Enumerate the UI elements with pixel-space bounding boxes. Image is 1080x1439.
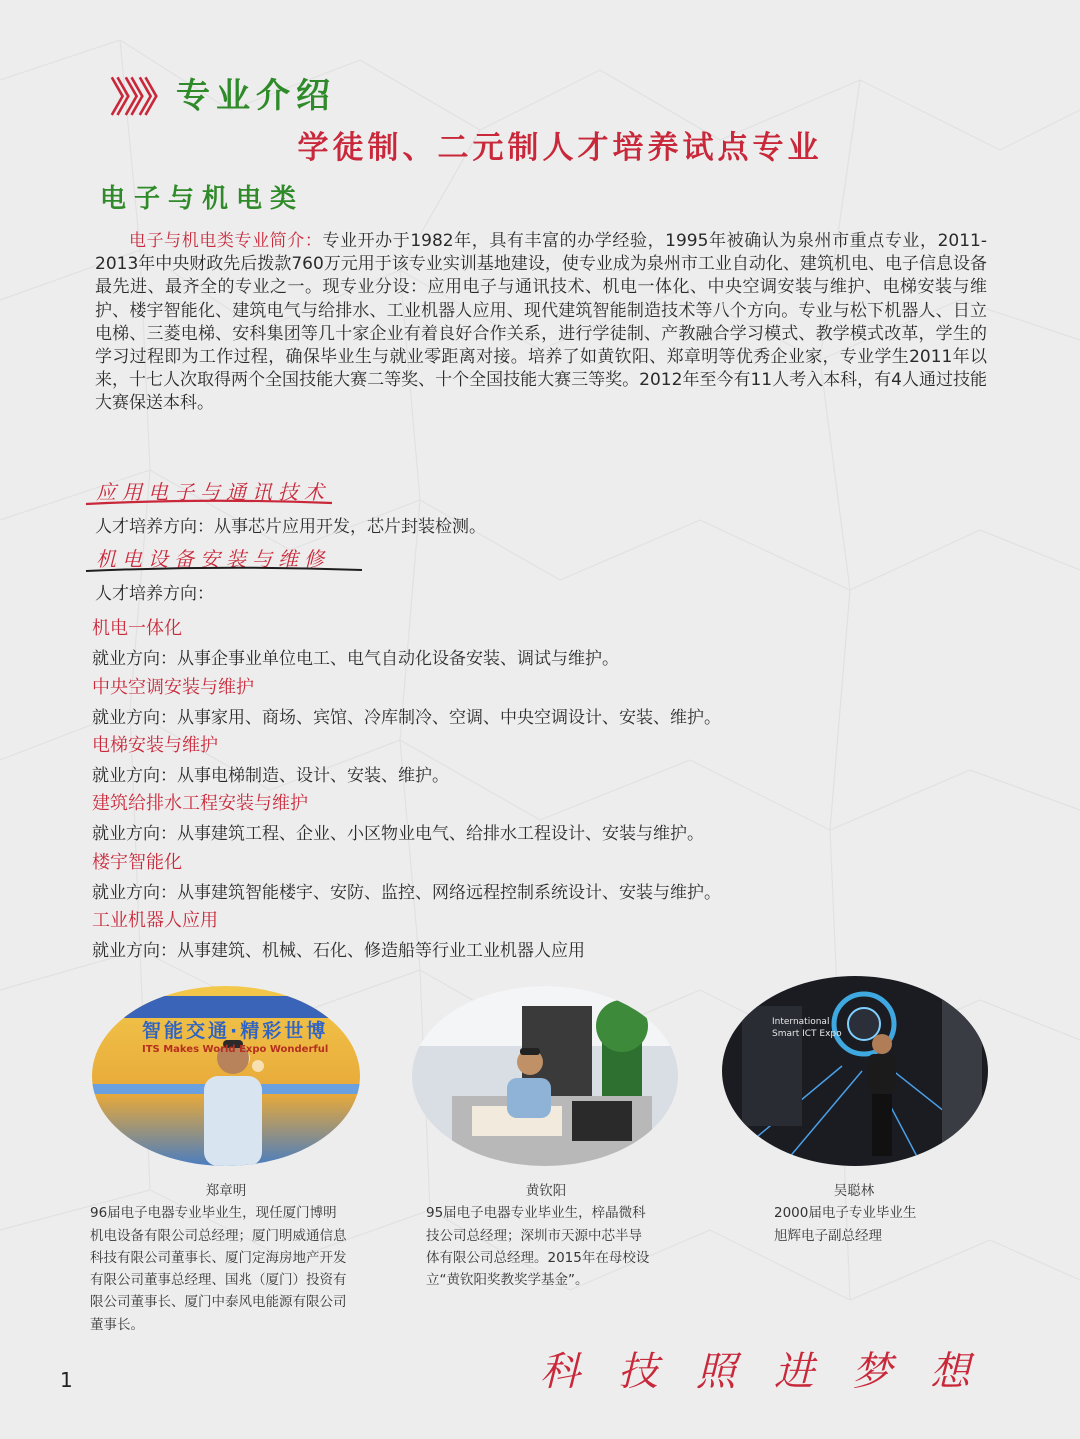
major-mechatronics-direction: 人才培养方向： [95,584,214,604]
alumni-bio-line: 限公司董事长、厦门中泰风电能源有限公司 [90,1294,347,1311]
direction-text: 就业方向：从事建筑、机械、石化、修造船等行业工业机器人应用 [92,941,585,961]
alumni-caption-huang [426,1180,666,1291]
alumni-bio-line: 立“黄钦阳奖教奖学基金”。 [426,1272,589,1289]
alumni-photo-zheng [92,986,360,1166]
alumni-bio-line: 体有限公司总经理。2015年在母校设 [426,1249,650,1266]
category-title: 电子与机电类 [100,184,305,214]
alumni-bio-line: 机电设备有限公司总经理；厦门明威通信息 [90,1227,347,1244]
intro-paragraph [95,230,987,416]
direction-text: 就业方向：从事建筑工程、企业、小区物业电气、给排水工程设计、安装与维护。 [92,824,704,844]
heading-underline-swoosh [84,496,334,508]
alumni-bio-line: 96届电子电器专业毕业生，现任厦门博明 [90,1205,337,1222]
direction-title: 电梯安装与维护 [92,735,218,756]
alumni-name: 黄钦阳 [525,1183,567,1199]
section-arrows-icon: 》》》 [110,75,172,121]
major-heading-mechatronics: 机电设备安装与维修 [96,547,330,571]
photo-banner-subtext: ITS Makes World Expo Wonderful [142,1044,329,1055]
alumni-bio-line: 有限公司董事总经理、国兆（厦门）投资有 [90,1272,347,1289]
direction-text: 就业方向：从事建筑智能楼宇、安防、监控、网络远程控制系统设计、安装与维护。 [92,883,721,903]
direction-text: 就业方向：从事企事业单位电工、电气自动化设备安装、调试与维护。 [92,649,619,669]
photo-banner-text: International Smart ICT Expo [772,1017,842,1039]
alumni-photo-wu [722,976,988,1166]
intro-lead: 电子与机电类专业简介： [129,231,323,251]
page-headline: 学徒制、二元制人才培养试点专业 [297,130,823,166]
alumni-bio-line: 旭辉电子副总经理 [774,1227,882,1244]
direction-title: 建筑给排水工程安装与维护 [92,793,308,814]
direction-text: 就业方向：从事电梯制造、设计、安装、维护。 [92,766,449,786]
direction-title: 工业机器人应用 [92,910,218,931]
alumni-name: 吴聪林 [833,1183,875,1199]
page-number: 1 [60,1368,73,1392]
alumni-bio-line: 95届电子电器专业毕业生，梓晶微科 [426,1205,646,1222]
major-heading-electronics: 应用电子与通讯技术 [96,480,330,504]
section-title: 专业介绍 [176,76,336,116]
alumni-bio-line: 董事长。 [90,1316,144,1333]
direction-title: 机电一体化 [92,618,182,639]
alumni-photo-huang [412,986,678,1166]
intro-body: 专业开办于1982年，具有丰富的办学经验，1995年被确认为泉州市重点专业，2011-2013年中央财政先后拨款760万元用于该专业实训基地建设，使专业成为泉州市工业自动化、建筑机电、电子信息设备最先进、最齐全的专业之一。现专业分设：应用电子与通讯技术、机电一体化、中央空调安装与维护、电梯安装与维护、楼宇智能化、建筑电气与给排水、工业机器人应用、现代建筑智能制造技术等八个方向。专业与松下机器人、日立电梯、三菱电梯、安科集团等几十家企业有着良好合作关系，进行学徒制、产教融合学习模式、教学模式改革，学生的学习过程即为工作过程，确保毕业生与就业零距离对接。培养了如黄钦阳、郑章明等优秀企业家，专业学生2011年以来，十七人次取得两个全国技能大赛二等奖、十个全国技能大赛三等奖。2012年至今有11人考入本科，有4人通过技能大赛保送本科。 [95,231,987,414]
alumni-bio-line: 技公司总经理；深圳市天源中芯半导 [426,1227,642,1244]
photo-banner-text: 智能交通·精彩世博 [142,1020,329,1042]
heading-underline-swoosh [84,563,364,575]
alumni-caption-wu [774,1180,934,1247]
direction-title: 楼宇智能化 [92,852,182,873]
direction-title: 中央空调安装与维护 [92,677,254,698]
alumni-name: 郑章明 [205,1183,247,1199]
major-electronics-direction: 人才培养方向：从事芯片应用开发，芯片封装检测。 [95,517,486,537]
direction-text: 就业方向：从事家用、商场、宾馆、冷库制冷、空调、中央空调设计、安装、维护。 [92,708,721,728]
alumni-bio-line: 科技有限公司董事长、厦门定海房地产开发 [90,1249,347,1266]
footer-slogan: 科技照进梦想 [540,1349,1008,1395]
alumni-caption-zheng [90,1180,362,1336]
alumni-bio-line: 2000届电子专业毕业生 [774,1205,917,1222]
